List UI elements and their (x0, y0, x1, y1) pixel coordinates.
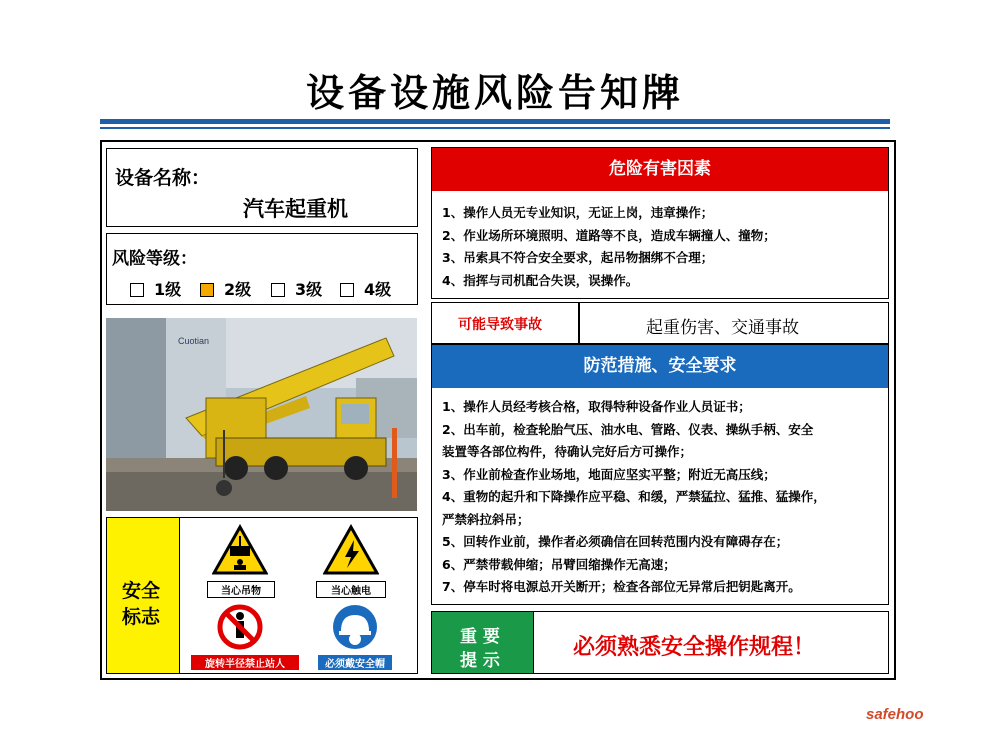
sign-caption-electric-shock: 当心触电 (316, 581, 386, 598)
safety-signs-label-panel (107, 518, 180, 673)
title-rule-thin (100, 127, 890, 129)
accidents-value: 起重伤害、交通事故 (646, 318, 799, 338)
equipment-name-label: 设备名称： (115, 167, 211, 189)
measures-header (432, 345, 888, 388)
hazards-list (442, 202, 776, 292)
list-item: 2、作业场所环境照明、道路等不良，造成车辆撞人、撞物； (442, 227, 776, 243)
reminder-label-panel (432, 612, 534, 673)
hard-hat-mandatory-icon (331, 603, 379, 651)
crane-photo (106, 318, 417, 511)
watermark: safehoo (866, 706, 924, 723)
risk-level-2: 2级 (200, 277, 251, 300)
hazards-header-text: 危险有害因素 (609, 159, 711, 179)
safety-signs-label-1: 安全 (122, 580, 161, 602)
hanging-load-warning-icon (212, 524, 268, 576)
electric-shock-warning-icon (323, 524, 379, 576)
risk-level-3: 3级 (271, 277, 322, 300)
accidents-divider (578, 302, 580, 344)
truck-crane-image (106, 318, 417, 511)
risk-level-label: 风险等级： (112, 249, 197, 269)
checkbox-icon (340, 283, 354, 297)
list-item: 1、操作人员经考核合格，取得特种设备作业人员证书； (442, 399, 751, 414)
list-item: 4、重物的起升和下降操作应平稳、和缓，严禁猛拉、猛推、猛操作， (442, 489, 826, 504)
sign-caption-hard-hat: 必须戴安全帽 (318, 655, 392, 670)
reminder-label-2: 提 示 (460, 651, 500, 671)
list-item: 4、指挥与司机配合失误，误操作。 (442, 272, 639, 288)
equipment-name-value: 汽车起重机 (243, 197, 348, 221)
list-item: 7、停车时将电源总开关断开；检查各部位无异常后把钥匙离开。 (442, 579, 801, 594)
reminder-text: 必须熟悉安全操作规程！ (573, 634, 816, 660)
title-rule-thick (100, 119, 890, 124)
measures-list (442, 396, 826, 599)
reminder-label-1: 重 要 (460, 627, 500, 647)
list-item: 装置等各部位构件，待确认完好后方可操作； (442, 444, 693, 459)
safety-signs-label-2: 标志 (122, 606, 161, 628)
sign-caption-no-standing: 旋转半径禁止站人 (191, 655, 299, 670)
measures-header-text: 防范措施、安全要求 (583, 356, 737, 376)
risk-level-1: 1级 (130, 277, 181, 300)
risk-level-4: 4级 (340, 277, 391, 300)
list-item: 2、出车前，检查轮胎气压、油水电、管路、仪表、操纵手柄、安全 (442, 421, 814, 437)
sign-caption-hanging-load: 当心吊物 (207, 581, 275, 598)
list-item: 3、吊索具不符合安全要求，起吊物捆绑不合理； (442, 250, 714, 265)
checkbox-icon (271, 283, 285, 297)
accidents-label: 可能导致事故 (458, 317, 542, 333)
list-item: 5、回转作业前，操作者必须确信在回转范围内没有障碍存在； (442, 534, 789, 549)
list-item: 6、严禁带载伸缩；吊臂回缩操作无高速； (442, 556, 676, 572)
list-item: 严禁斜拉斜吊； (442, 511, 530, 527)
hazards-header (432, 148, 888, 191)
checkbox-icon (130, 283, 144, 297)
list-item: 3、作业前检查作业场地，地面应坚实平整；附近无高压线； (442, 466, 776, 482)
list-item: 1、操作人员无专业知识，无证上岗，违章操作； (442, 205, 714, 220)
equipment-name-box (106, 148, 418, 227)
checkbox-checked-icon (200, 283, 214, 297)
no-standing-prohibition-icon (216, 603, 264, 651)
page-title: 设备设施风险告知牌 (305, 70, 684, 115)
building-sign: Cuotian (178, 336, 210, 346)
